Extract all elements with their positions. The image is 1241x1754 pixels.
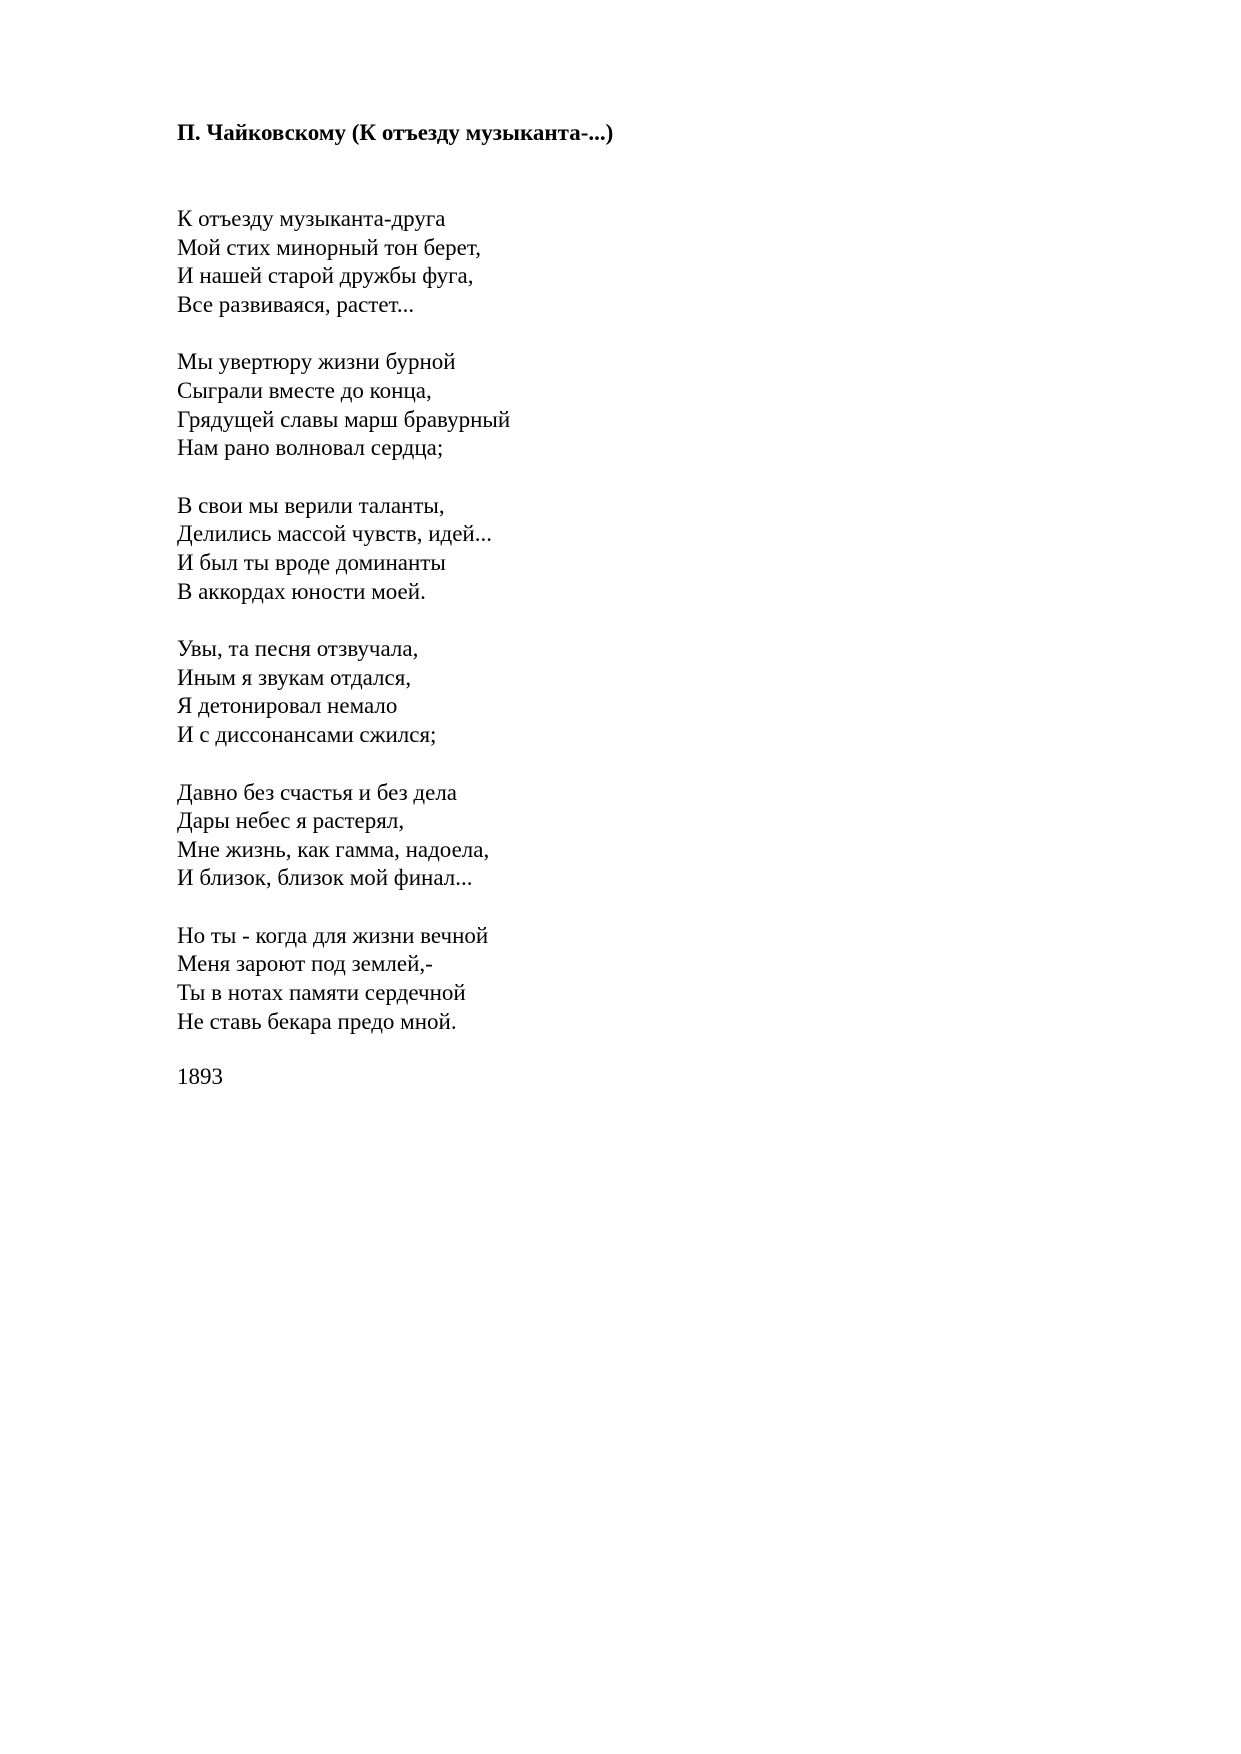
poem-year: 1893 [177,1064,223,1090]
poem-line: И был ты вроде доминанты [177,549,446,575]
poem-line: Нам рано волновал сердца; [177,435,444,461]
poem-line: И близок, близок мой финал... [177,865,473,891]
poem-line: Все развиваяся, растет... [177,291,415,317]
stanza-4 [177,635,510,749]
stanza-1 [177,205,510,319]
poem-line: Давно без счастья и без дела [177,779,458,805]
poem-line: Не ставь бекара предо мной. [177,1008,457,1034]
poem-line: Я детонировал немало [177,693,398,719]
poem-line: Меня зароют под землей,- [177,951,433,977]
poem-line: Мы увертюру жизни бурной [177,349,456,375]
poem-line: Ты в нотах памяти сердечной [177,980,466,1006]
stanza-3 [177,492,510,606]
stanza-2 [177,348,510,462]
poem-title: П. Чайковскому (К отъезду музыканта-...) [177,120,614,145]
stanza-6 [177,922,510,1036]
poem-line: Мой стих минорный тон берет, [177,234,481,260]
poem-line: И нашей старой дружбы фуга, [177,263,474,289]
poem-line: Но ты - когда для жизни вечной [177,922,489,948]
poem-line: Сыграли вместе до конца, [177,377,432,403]
poem-line: Делились массой чувств, идей... [177,521,492,547]
poem-line: Иным я звукам отдался, [177,664,412,690]
poem-line: В аккордах юности моей. [177,578,426,604]
poem-line: Грядущей славы марш бравурный [177,406,511,432]
poem-line: К отъезду музыканта-друга [177,206,446,231]
poem-line: Увы, та песня отзвучала, [177,636,419,662]
poem-body [177,205,510,1092]
poem-line: И с диссонансами сжился; [177,721,437,747]
poem-line: Мне жизнь, как гамма, надоела, [177,836,490,862]
poem-line: Дары небес я растерял, [177,808,405,834]
poem-line: В свои мы верили таланты, [177,492,445,518]
stanza-5 [177,779,510,893]
